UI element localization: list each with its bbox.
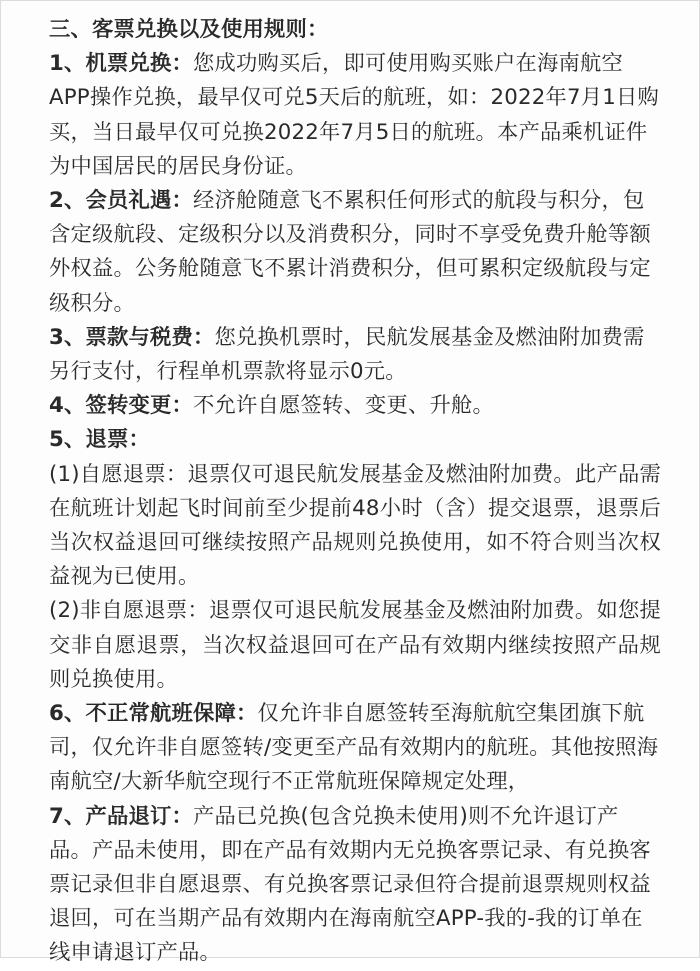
section-heading: 6、不正常航班保障： [49,701,258,727]
section-body: 产品已兑换(包含兑换未使用)则不允许退订产品。产品未使用，即在产品有效期内无兑换客票记录、有兑换客票记录但非自愿退票、有兑换客票记录但符合提前退票规则权益退回，可在当期产品有效期内在海南航空APP-我的-我的订单在线申请退订产品。 [49,803,651,966]
section-heading: 7、产品退订： [49,803,194,829]
section-refund [49,423,661,457]
section-member-benefits [49,184,661,321]
section-heading: 2、会员礼遇： [49,188,194,214]
section-heading: 3、票款与税费： [49,324,215,350]
section-product-cancellation [49,800,661,971]
section-body: 您兑换机票时，民航发展基金及燃油附加费需另行支付，行程单机票款将显示0元。 [49,324,645,385]
section-heading: 5、退票： [49,427,151,453]
section-body: (2)非自愿退票：退票仅可退民航发展基金及燃油附加费。如您提交非自愿退票，当次权益退回可在产品有效期内继续按照产品规则兑换使用。 [49,598,661,692]
section-body: 您成功购买后，即可使用购买账户在海南航空APP操作兑换，最早仅可兑5天后的航班，如：2022年7月1日购买，当日最早仅可兑换2022年7月5日的航班。本产品乘机证件为中国居民的居民身份证。 [49,51,660,179]
section-irregular-flight [49,697,661,800]
section-body: (1)自愿退票：退票仅可退民航发展基金及燃油附加费。此产品需在航班计划起飞时间前至少提前48小时（含）提交退票，退票后当次权益退回可继续按照产品规则兑换使用，如不符合则当次权益视为已使用。 [49,461,661,590]
section-endorsement-changes [49,389,661,423]
section-heading: 4、签转变更： [49,393,194,419]
section-body: 经济舱随意飞不累积任何形式的航段与积分，包含定级航段、定级积分以及消费积分，同时不享受免费升舱等额外权益。公务舱随意飞不累计消费积分，但可累积定级航段与定级积分。 [49,188,651,316]
section-heading: 1、机票兑换： [49,51,194,77]
section-ticket-exchange [49,47,661,184]
section-fares-taxes [49,321,661,389]
section-voluntary-refund [49,458,661,595]
document-title: 三、客票兑换以及使用规则： [49,17,329,42]
section-involuntary-refund [49,594,661,697]
section-body: 不允许自愿签转、变更、升舱。 [193,393,494,419]
section-body: 仅允许非自愿签转至海航航空集团旗下航司，仅允许非自愿签转/变更至产品有效期内的航班。其他按照海南航空/大新华航空现行不正常航班保障规定处理， [49,701,659,795]
document-content [49,13,661,971]
